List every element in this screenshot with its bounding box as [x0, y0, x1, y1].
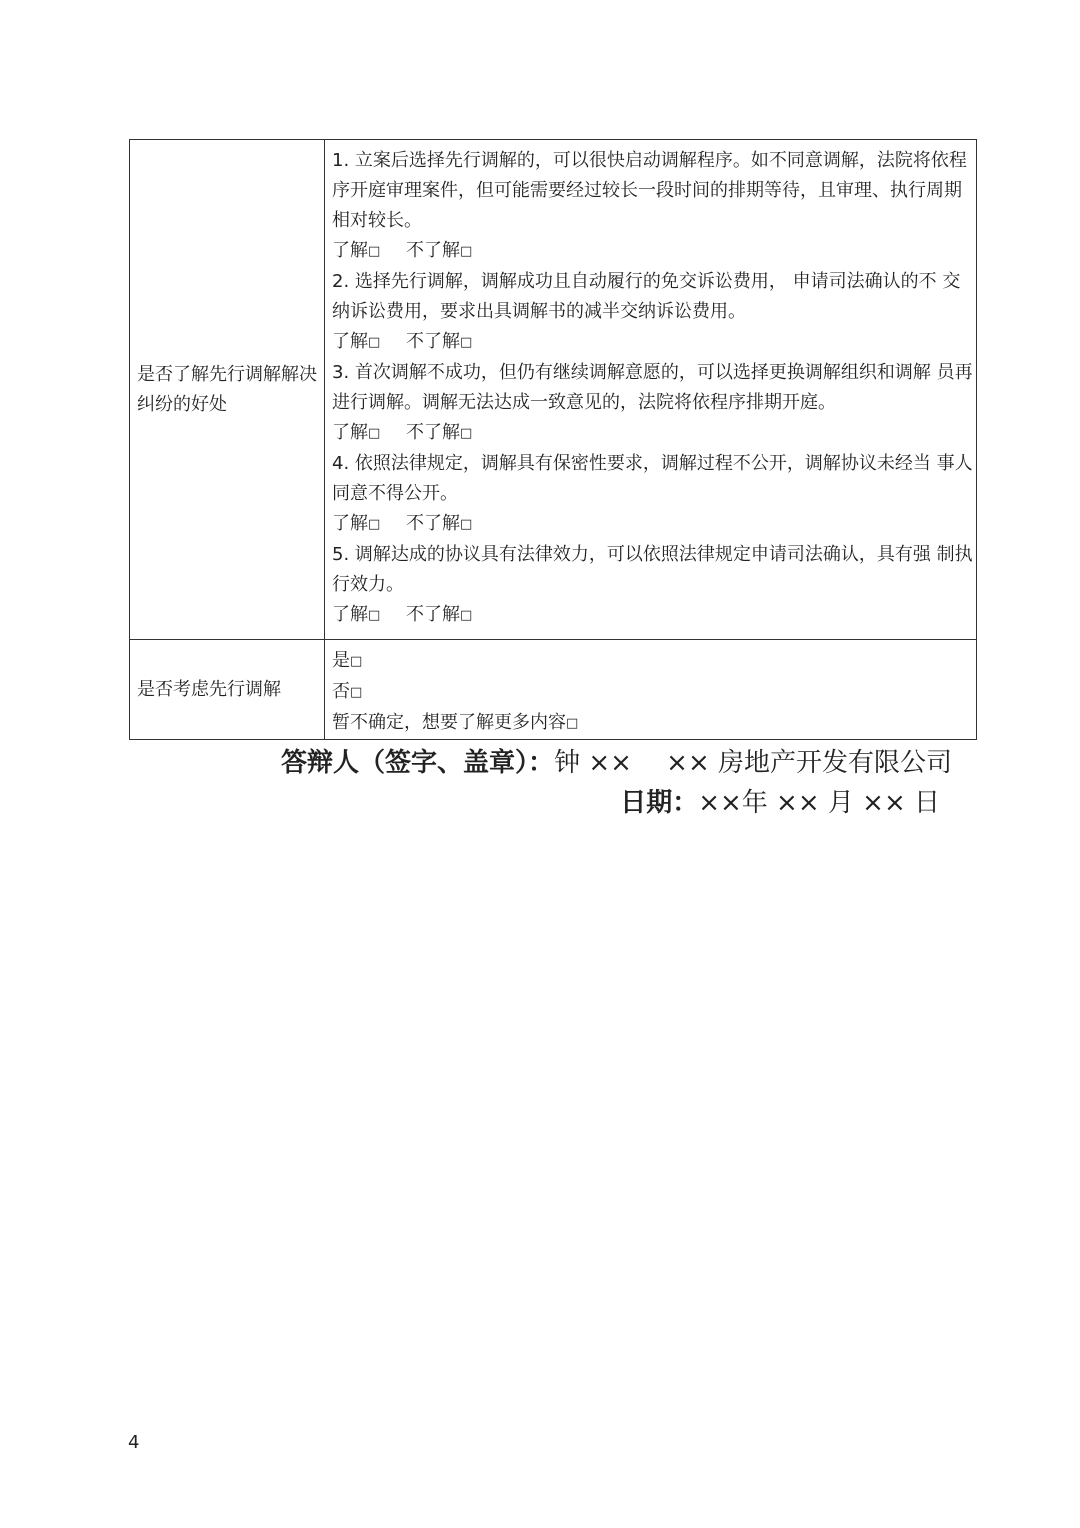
row-label-benefits: 是否了解先行调解解决纠纷的好处 [130, 140, 325, 640]
mediation-info-table [129, 139, 977, 740]
benefit-text: 4. 依照法律规定，调解具有保密性要求，调解过程不公开，调解协议未经当 事人同意不得公开。 [332, 453, 973, 504]
option-understand[interactable]: 了解□ [332, 240, 381, 261]
benefits-content [325, 140, 977, 640]
page-number: 4 [128, 1432, 140, 1453]
checkbox-icon[interactable]: □ [350, 654, 363, 669]
checkbox-icon[interactable]: □ [460, 517, 473, 532]
benefit-options [332, 600, 976, 631]
respondent-signature [281, 743, 952, 783]
option-understand[interactable]: 了解□ [332, 513, 381, 534]
option-not-understand[interactable]: 不了解□ [406, 422, 473, 443]
row-label-consider: 是否考虑先行调解 [130, 640, 325, 740]
checkbox-icon[interactable]: □ [368, 426, 381, 441]
option-not-understand[interactable]: 不了解□ [406, 331, 473, 352]
checkbox-icon[interactable]: □ [460, 608, 473, 623]
benefit-text: 3. 首次调解不成功，但仍有继续调解意愿的，可以选择更换调解组织和调解 员再进行调解。调解无法达成一致意见的，法院将依程序排期开庭。 [332, 362, 973, 413]
benefit-options [332, 236, 976, 267]
table-row-consider [130, 640, 977, 740]
option-understand[interactable]: 了解□ [332, 604, 381, 625]
option-understand[interactable]: 了解□ [332, 331, 381, 352]
benefit-options [332, 418, 976, 449]
checkbox-icon[interactable]: □ [460, 335, 473, 350]
option-not-understand[interactable]: 不了解□ [406, 513, 473, 534]
signature-date [281, 783, 940, 823]
benefit-text: 5. 调解达成的协议具有法律效力，可以依照法律规定申请司法确认，具有强 制执行效力。 [332, 544, 973, 595]
option-understand[interactable]: 了解□ [332, 422, 381, 443]
signature-block [281, 743, 952, 823]
checkbox-icon[interactable]: □ [368, 517, 381, 532]
respondent-label: 答辩人（签字、盖章）： [281, 748, 555, 778]
table-row-benefits [130, 140, 977, 640]
option-not-understand[interactable]: 不了解□ [406, 604, 473, 625]
checkbox-icon[interactable]: □ [460, 244, 473, 259]
list-item-benefit-4 [332, 449, 976, 540]
respondent-value: 钟 ×× ×× 房地产开发有限公司 [554, 748, 952, 778]
checkbox-icon[interactable]: □ [368, 335, 381, 350]
benefit-options [332, 327, 976, 358]
option-no[interactable]: 否□ [332, 681, 363, 702]
option-yes[interactable]: 是□ [332, 650, 363, 671]
list-item-benefit-1 [332, 146, 976, 267]
list-item-benefit-3 [332, 358, 976, 449]
option-undecided[interactable]: 暂不确定，想要了解更多内容□ [332, 712, 579, 733]
date-value: ××年 ×× 月 ×× 日 [698, 788, 940, 818]
checkbox-icon[interactable]: □ [368, 244, 381, 259]
benefit-text: 2. 选择先行调解，调解成功且自动履行的免交诉讼费用， 申请司法确认的不 交纳诉讼费用，要求出具调解书的减半交纳诉讼费用。 [332, 271, 961, 322]
checkbox-icon[interactable]: □ [460, 426, 473, 441]
benefit-text: 1. 立案后选择先行调解的，可以很快启动调解程序。如不同意调解，法院将依程序开庭审理案件，但可能需要经过较长一段时间的排期等待，且审理、执行周期相对较长。 [332, 150, 967, 231]
date-label: 日期： [620, 788, 699, 818]
benefit-options [332, 509, 976, 540]
option-not-understand[interactable]: 不了解□ [406, 240, 473, 261]
checkbox-icon[interactable]: □ [566, 716, 579, 731]
checkbox-icon[interactable]: □ [368, 608, 381, 623]
checkbox-icon[interactable]: □ [350, 685, 363, 700]
consider-options [325, 640, 977, 740]
list-item-benefit-2 [332, 267, 976, 358]
list-item-benefit-5 [332, 540, 976, 631]
